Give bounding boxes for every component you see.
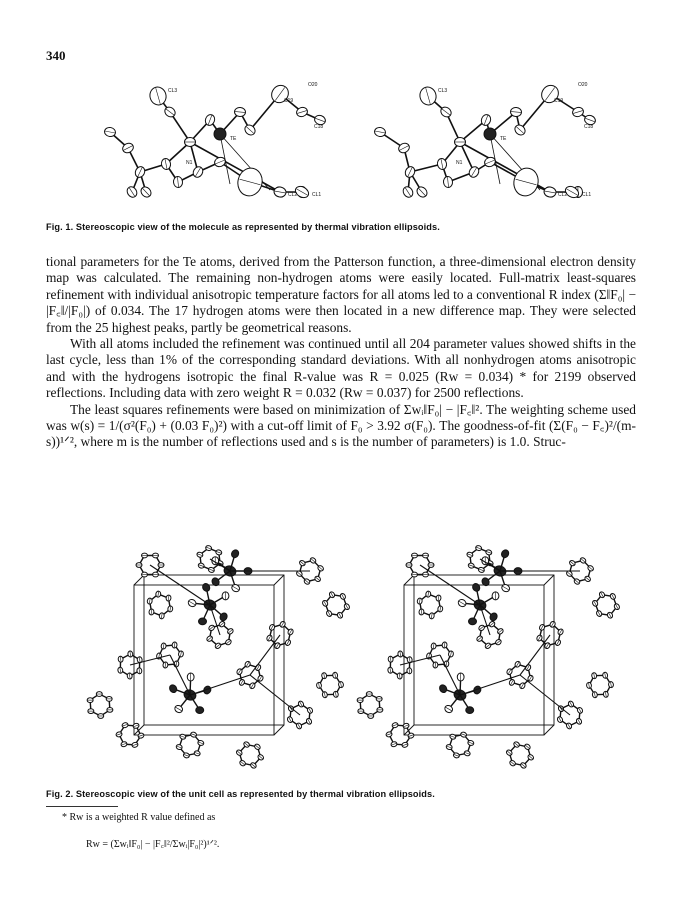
atom-ellipsoid — [230, 549, 240, 559]
paragraph-2: With all atoms included the refinement was continued until all 204 parameter values showed shifts in the last cycle, less than 1% of the corresponding standard deviations. With all nonhydrogen atoms anisotropic and with the hydrogens isotropic the final R-value was R = 0.025 (Rw = 0.034) * for 2199 observed reflections. Including data with zero weight R = 0.032 (Rw = 0.037) for 2500 reflections. — [46, 336, 636, 401]
unit-cell-box-front — [404, 585, 544, 735]
bond — [250, 675, 300, 715]
article-body — [46, 254, 636, 451]
unit-cell-view-2 — [357, 545, 620, 769]
paragraph-1: tional parameters for the Te atoms, derived from the Patterson function, a three-dimensional electron density map was calculated. The remaining non-hydrogen atoms were easily located. Full-matrix least-squares refinement with individual anisotropic temperature factors for all atoms led to a conventional R index (Σ‖F₀| − |F꜀‖/|F₀|) of 0.034. The 17 hydrogen atoms were then located in a new difference map. They were selected from the 25 highest peaks, partly be geometrical reasons. — [46, 254, 636, 335]
atom-ellipsoid — [466, 707, 474, 714]
atom-label: N1 — [456, 160, 463, 166]
atom-ellipsoid — [201, 582, 211, 592]
unit-cell-edge — [274, 575, 284, 585]
unit-cell-view-1 — [87, 545, 350, 769]
unit-cell-edge — [274, 725, 284, 735]
atom-ellipsoid — [214, 128, 226, 140]
page-number: 340 — [46, 48, 66, 63]
unit-cell-box-front — [134, 585, 274, 735]
atom-ellipsoid — [471, 582, 481, 592]
atom-label: C19 — [284, 98, 294, 104]
footnote-text: * Rw is a weighted R value defined as — [62, 812, 216, 823]
bond — [250, 635, 280, 675]
figure-2-caption: Fig. 2. Stereoscopic view of the unit cell as represented by thermal vibration ellipsoids. — [46, 789, 435, 799]
atom-label: TE — [230, 136, 237, 142]
atom-label: CL1 — [582, 192, 592, 198]
atom-ellipsoid — [438, 684, 448, 694]
atom-ellipsoid — [500, 549, 510, 559]
unit-cell-box-back — [414, 575, 554, 725]
atom-label: CL1 — [312, 192, 322, 198]
atom-label: O20 — [578, 82, 588, 88]
atom-label: N1 — [186, 160, 193, 166]
unit-cell-edge — [544, 725, 554, 735]
figure-2-stereo-unit-cell — [40, 545, 640, 783]
atom-label: CL2 — [558, 192, 568, 198]
atom-ellipsoid — [196, 707, 204, 714]
atom-label: TE — [500, 136, 507, 142]
footnote-rule — [46, 806, 118, 807]
molecule-view-1 — [104, 82, 327, 200]
figure-1-caption: Fig. 1. Stereoscopic view of the molecule as represented by thermal vibration ellipsoids. — [46, 222, 440, 232]
atom-ellipsoid — [469, 618, 477, 625]
atom-label: CL3 — [168, 88, 178, 94]
atom-ellipsoid — [168, 684, 178, 694]
unit-cell-edge — [544, 575, 554, 585]
figure-1-stereo-molecule — [40, 72, 640, 220]
atom-label: CL3 — [438, 88, 448, 94]
atom-ellipsoid — [484, 128, 496, 140]
atom-label: O20 — [308, 82, 318, 88]
atom-label: C18 — [314, 124, 324, 130]
figure-1-drawing — [40, 72, 640, 220]
bond — [520, 635, 550, 675]
atom-label: CL2 — [288, 192, 298, 198]
bond — [190, 142, 280, 192]
atom-label: C18 — [584, 124, 594, 130]
footnote-formula: Rw = (Σwᵢ‖F₀| − |F꜀‖²/Σwᵢ|F₀|²)¹ᐟ². — [86, 839, 220, 850]
bond — [520, 675, 570, 715]
unit-cell-box-back — [144, 575, 284, 725]
atom-label: C19 — [554, 98, 564, 104]
atom-ellipsoid — [199, 618, 207, 625]
paragraph-3: The least squares refinements were based on minimization of Σwᵢ‖F₀| − |F꜀‖². The weighting scheme used was w(s) = 1/(σ²(F₀) + (0.03 F₀)²) with a cut-off limit of F₀ > 3.92 σ(F₀). The goodness-of-fit (Σ(F₀ − F꜀)²/(m-s))¹ᐟ², where m is the number of reflections used and s is the number of parameters) is 1.0. Struc- — [46, 401, 636, 450]
figure-2-drawing — [40, 545, 640, 783]
molecule-view-2 — [374, 82, 597, 200]
